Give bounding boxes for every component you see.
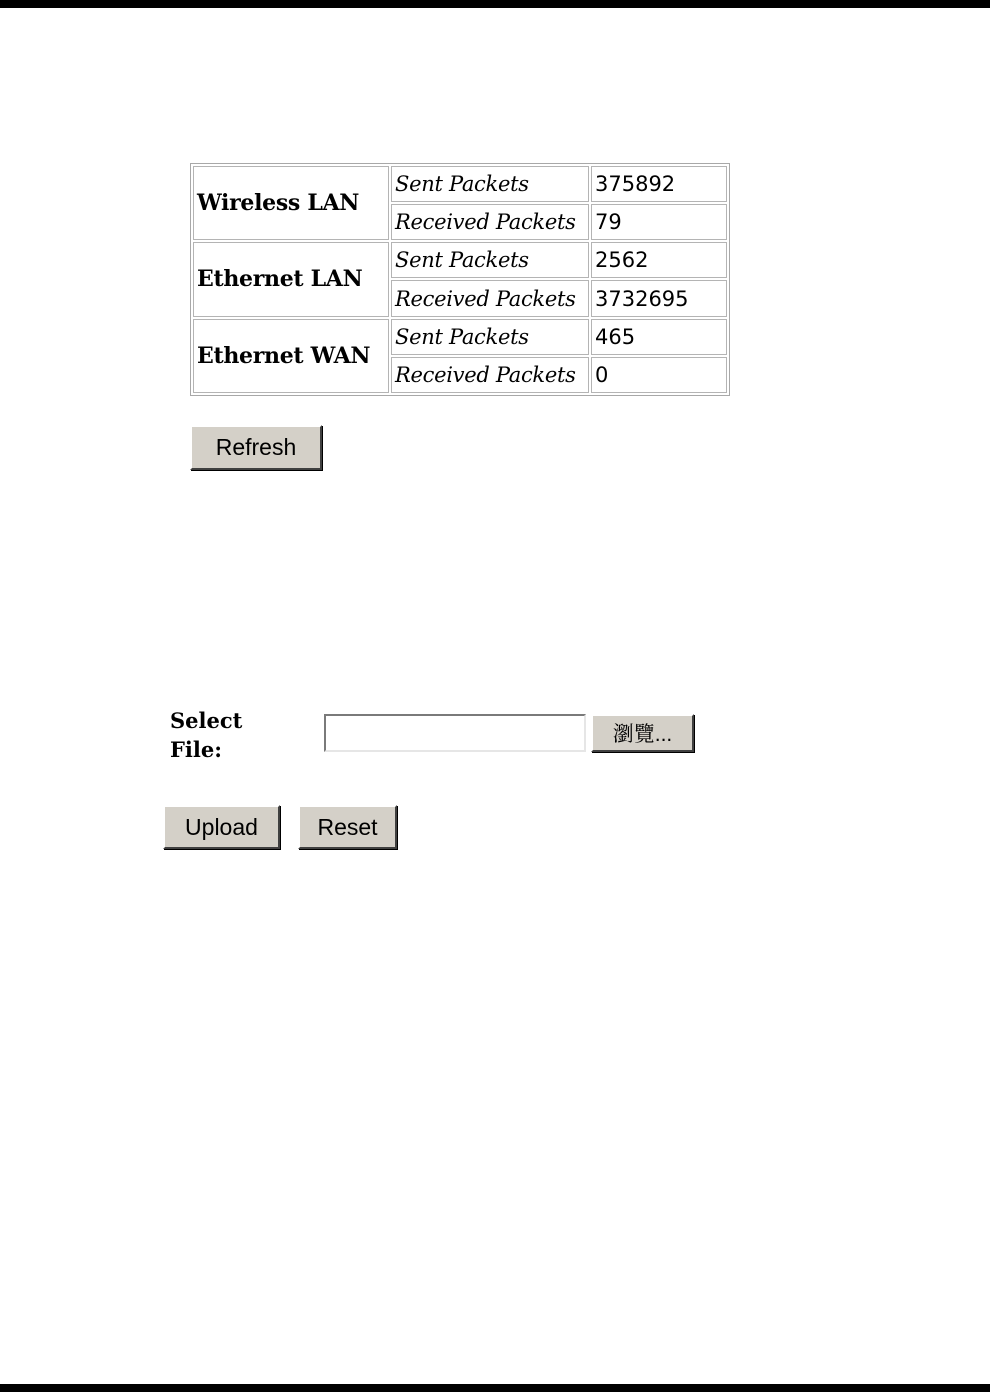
table-row <box>193 166 727 202</box>
reset-button[interactable]: Reset <box>298 805 397 849</box>
metric-value: 2562 <box>591 242 727 278</box>
metric-label: Received Packets <box>391 204 589 240</box>
interface-name: Wireless LAN <box>193 166 389 240</box>
metric-label: Sent Packets <box>391 319 589 355</box>
metric-label: Sent Packets <box>391 242 589 278</box>
statistics-table <box>190 163 730 396</box>
table-row <box>193 242 727 278</box>
metric-value: 0 <box>591 357 727 393</box>
metric-label: Sent Packets <box>391 166 589 202</box>
table-row <box>193 319 727 355</box>
select-file-label: Select File: <box>170 708 243 762</box>
bottom-border <box>0 1384 990 1392</box>
metric-value: 79 <box>591 204 727 240</box>
metric-label: Received Packets <box>391 357 589 393</box>
metric-value: 3732695 <box>591 280 727 316</box>
refresh-button[interactable]: Refresh <box>190 425 322 470</box>
metric-value: 465 <box>591 319 727 355</box>
browse-button[interactable]: 瀏覽... <box>591 714 694 752</box>
metric-label: Received Packets <box>391 280 589 316</box>
metric-value: 375892 <box>591 166 727 202</box>
top-border <box>0 0 990 8</box>
file-path-input[interactable] <box>324 714 586 752</box>
interface-name: Ethernet LAN <box>193 242 389 316</box>
interface-name: Ethernet WAN <box>193 319 389 393</box>
upload-button[interactable]: Upload <box>163 805 280 849</box>
